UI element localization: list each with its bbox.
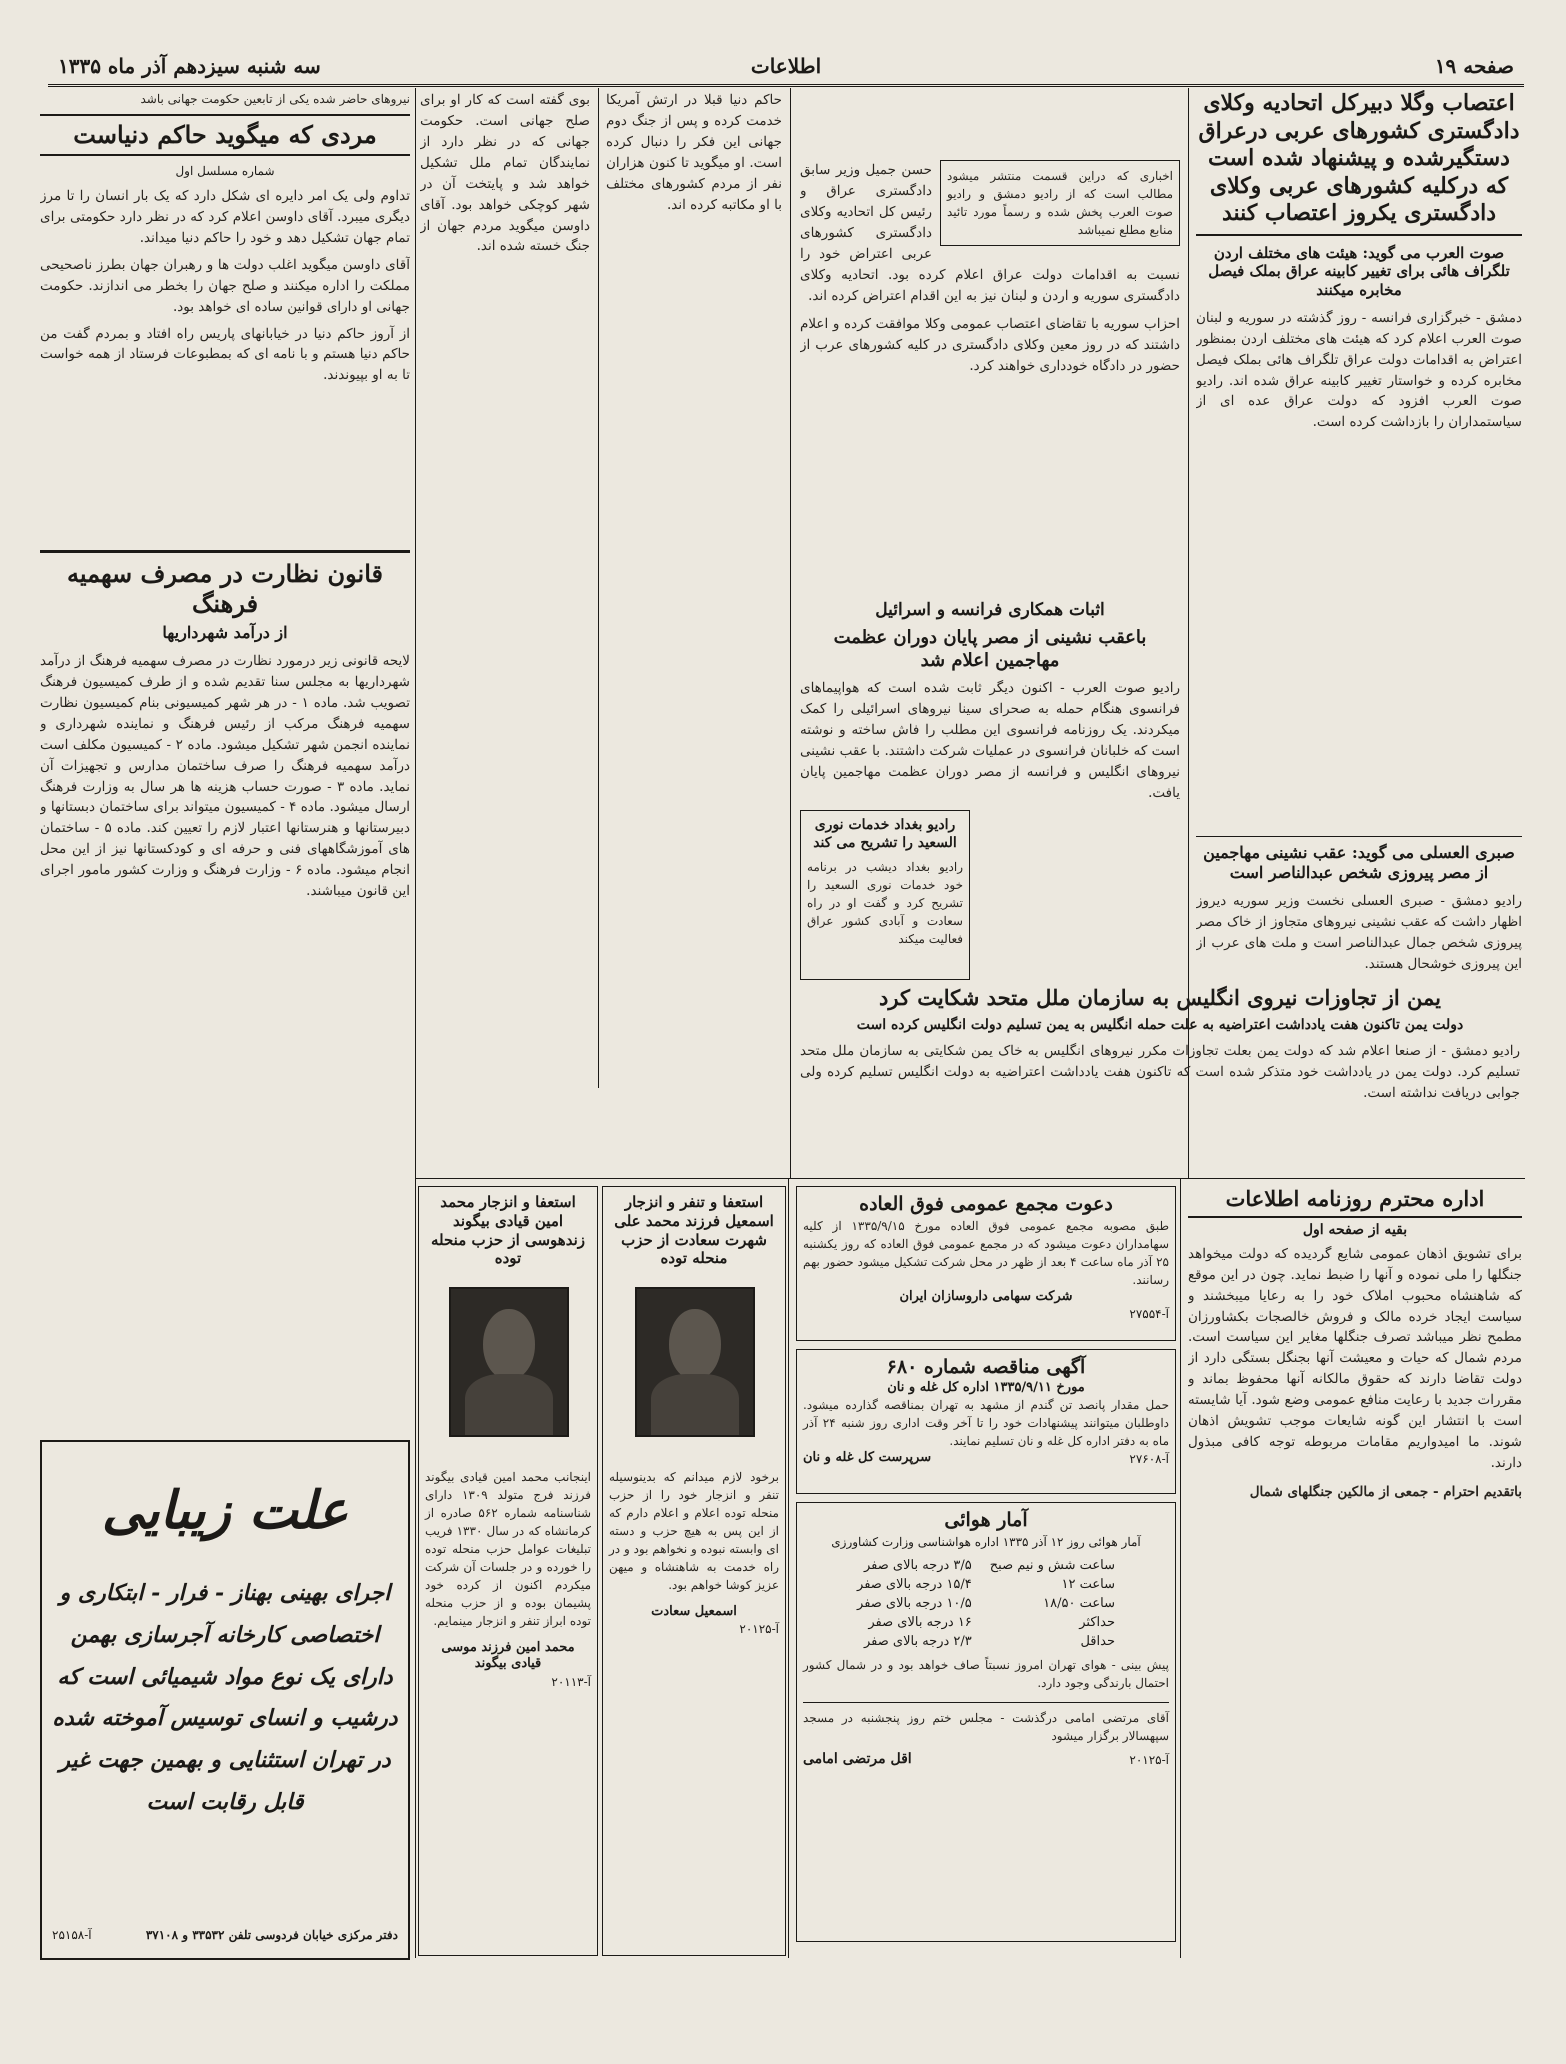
portrait-photo	[449, 1287, 569, 1437]
article-body: تداوم ولی یک امر دایره ای شکل دارد که یک بار انسان را تا مرز دیگری میبرد. آقای داوسن اعلام کرد که در نظر دارد حکومتی برای تمام جهان تشکیل دهد و خود را حاکم دنیا میداند.	[40, 188, 410, 246]
article-body: حسن جمیل وزیر سابق دادگستری عراق و رئیس کل اتحادیه وکلای دادگستری کشورهای عربی اعتراض خود را نسبت به اقدامات دولت عراق اعلام کرده بود. اتحادیه وکلای دادگستری سوریه و اردن و لبنان نیز به این اقدام اعتراض کرده اند.	[800, 162, 1180, 304]
ad-code: آ-۲۰۱۱۳	[551, 1674, 591, 1689]
article-body: آقای داوسن میگوید اغلب دولت ها و رهبران جهان بطرز ناصحیحی مملکت را اداره میکنند و صلح جهان را بخطر می اندازند. حکومت جهانی او دارای قوانین ساده ای خواهد بود.	[40, 256, 410, 315]
ad-body: طبق مصوبه مجمع عمومی فوق العاده مورخ ۱۳۳۵/۹/۱۵ از کلیه سهامداران دعوت میشود که در مجمع عمومی فوق العاده که روز یکشنبه ۲۵ آذر ماه ساعت ۴ بعد از ظهر در محل شرکت تشکیل میشود حضور بهم رسانند.	[803, 1218, 1169, 1287]
letter-subheadline: بقیه از صفحه اول	[1302, 1222, 1408, 1239]
column-divider	[598, 88, 599, 1088]
box-title: رادیو بغداد خدمات نوری السعید را تشریح می کند	[813, 817, 957, 851]
ad-code: آ-۲۷۵۵۴	[1129, 1307, 1169, 1321]
article-subheadline: دولت یمن تاکنون هفت یادداشت اعتراضیه به علت حمله انگلیس به یمن تسلیم دولت انگلیس کرده است	[856, 1017, 1464, 1034]
article-body: دمشق - خبرگزاری فرانسه - روز گذشته در سوریه و لبنان صوت العرب اعلام کرد که هیئت های مختلف اردن بمنظور اعتراض به اقدامات دولت عراق تلگراف هائی بملک فیصل مخابره کرده و خواستار تغییر کابینه عراق شده اند. رادیو صوت العرب افزود که دولت عراق عده ای از سیاستمداران را بازداشت کرده است.	[1196, 309, 1522, 431]
ad-signature: شرکت سهامی داروسازان ایران	[899, 1288, 1073, 1304]
ad-body: اجرای بهینی بهناز - فرار - ابتکاری و اختصاصی کارخانه آجرسازی بهمن دارای یک نوع مواد شیمیائی است که درشیب و انسای توسیس آموخته شده در تهران استثنایی و بهمین جهت غیر قابل رقابت است	[52, 1580, 398, 1815]
article-world-ruler-col1	[420, 90, 590, 1080]
article-world-ruler	[40, 90, 410, 550]
article-body: لایحه قانونی زیر درمورد نظارت در مصرف سهمیه فرهنگ از درآمد شهرداریها به مجلس سنا تقدیم شده و از طرف کمیسیون فرهنگ تصویب شد. ماده ۱ - در هر شهر کمیسیونی بنام کمیسیون نظارت سهمیه فرهنگ مرکب از رئیس فرهنگ و نماینده شهرداری و نماینده انجمن شهر تشکیل میشود. ماده ۲ - کمیسیون مکلف است درآمد سهمیه فرهنگ را صرف ساختمان مدارس و تجهیزات آن نماید. ماده ۳ - صورت حساب هزینه ها هر سال به وزارت فرهنگ ارسال میشود. ماده ۴ - کمیسیون میتواند برای ساختمان دبستانها و دبیرستانها و هنرستانها اعتبار لازم را تعیین کند. ماده ۵ - ساختمان های آموزشگاههای فنی و حرفه ای و کودکستانها نیز از این محل انجام میشود. ماده ۶ - وزارت فرهنگ و وزارت کشور مامور اجرای این قانون میباشند.	[40, 653, 410, 900]
ad-assembly	[796, 1186, 1176, 1341]
article-byline: شماره مسلسل اول	[175, 164, 275, 178]
table-row: ساعت ۱۸/۵۰ ۱۰/۵ درجه بالای صفر	[857, 1595, 1115, 1611]
ad-title: علت زیبایی	[101, 1480, 349, 1541]
masthead-page-number: صفحه ۱۹	[1434, 54, 1514, 78]
ad-beauty	[40, 1440, 410, 1960]
article-subheadline: صبری العسلی می گوید: عقب نشینی مهاجمین از مصر پیروزی شخص عبدالناصر است	[1196, 836, 1522, 883]
ad-code: آ-۲۷۶۰۸	[1129, 1452, 1169, 1466]
section-divider	[415, 1178, 1525, 1179]
table-row: حداقل ۲/۳ درجه بالای صفر	[863, 1633, 1115, 1649]
masthead	[48, 52, 1524, 87]
article-body: حاکم دنیا قبلا در ارتش آمریکا خدمت کرده و پس از جنگ دوم جهانی این فکر را دنبال کرده است. او میگوید تا کنون هزاران نفر از مردم کشورهای مختلف با او مکاتبه کرده اند.	[606, 92, 782, 213]
letter-to-editor	[1188, 1186, 1522, 1956]
article-body: از آروز حاکم دنیا در خیابانهای پاریس راه افتاد و بمردم گفت من حاکم دنیا هستم و با نامه ای که بمطبوعات فرستاد از همه خواست تا به او بپیوندند.	[40, 325, 410, 384]
portrait-photo	[635, 1287, 755, 1437]
ad-title: استعفا و انزجار محمد امین قیادی بیگوند زندهوسی از حزب منحله توده	[430, 1193, 586, 1268]
weather-title: آمار هوائی	[944, 1509, 1028, 1531]
disclaimer-box: اخباری که دراین قسمت منتشر میشود مطالب است که از رادیو دمشق و رادیو صوت العرب پخش شده و رسماً مورد تائید منابع مطلع نمیباشد	[940, 160, 1180, 246]
article-culture-law	[40, 550, 410, 1433]
ad-resignation-left	[418, 1186, 598, 1956]
table-row: ساعت ۱۲ ۱۵/۴ درجه بالای صفر	[857, 1576, 1115, 1592]
table-row: ساعت شش و نیم صبح ۳/۵ درجه بالای صفر	[863, 1557, 1115, 1573]
weather-table	[847, 1555, 1125, 1652]
masthead-date: سه شنبه سیزدهم آذر ماه ۱۳۳۵	[58, 54, 321, 78]
box-body: رادیو بغداد دیشب در برنامه خود خدمات نوری السعید را تشریح کرد و گفت او در راه سعادت و آبادی کشور عراق فعالیت میکند	[807, 860, 963, 946]
ad-signature: سرپرست کل غله و نان	[803, 1450, 932, 1465]
article-headline: باعقب نشینی از مصر پایان دوران عظمت مهاجمین اعلام شد	[833, 627, 1147, 671]
masthead-paper-name: اطلاعات	[750, 54, 822, 78]
article-body: احزاب سوریه با تقاضای اعتصاب عمومی وکلا موافقت کرده و اعلام داشتند که در روز معین وکلای دادگستری در کلیه کشورهای عرب از حضور در دادگاه خودداری خواهند کرد.	[800, 316, 1180, 375]
weather-intro: آمار هوائی روز ۱۲ آذر ۱۳۳۵ اداره هواشناسی وزارت کشاورزی	[831, 1534, 1141, 1549]
radio-baghdad-box	[800, 810, 970, 980]
article-body: رادیو دمشق - از صنعا اعلام شد که دولت یمن بعلت تجاوزات مکرر نیروهای انگلیس به خاک یمن شکایتی به سازمان ملل متحد تسلیم کرد. دولت یمن در یادداشت خود متذکر شده است که تاکنون هفت یادداشت اعتراضیه به دولت انگلیس تسلیم کرده ولی جوابی دریافت نداشته است.	[800, 1042, 1520, 1101]
article-subheadline: اثبات همکاری فرانسه و اسرائیل	[875, 600, 1105, 620]
ad-signature: اقل مرتضی امامی	[803, 1750, 912, 1767]
ad-body: اینجانب محمد امین قیادی بیگوند فرزند فرج متولد ۱۳۰۹ دارای شناسنامه شماره ۵۶۲ صادره از کرمانشاه که در سال ۱۳۳۰ فریب تبلیغات عوامل حزب منحله توده را خورده و در جلسات آن شرکت میکردم اکنون از کرده خود پشیمان بوده و از حزب منحله توده ابراز تنفر و انزجار مینمایم.	[425, 1470, 592, 1628]
obituary-text: آقای مرتضی امامی درگذشت - مجلس ختم روز پنجشنبه در مسجد سپهسالار برگزار میشود	[803, 1702, 1169, 1745]
article-body: بوی گفته است که کار او برای صلح جهانی است. حکومت جهانی که در نظر دارد از نمایندگان تمام ملل تشکیل خواهد شد و پایتخت آن در شهر کوچکی خواهد بود. آقای داوسن میگوید مردم جهان از جنگ خسته شده اند.	[420, 92, 590, 255]
weather-report	[796, 1502, 1176, 1942]
weather-forecast: پیش بینی - هوای تهران امروز نسبتاً صاف خواهد بود و در شمال کشور احتمال بارندگی وجود دارد.	[803, 1657, 1169, 1690]
ad-code: آ-۲۰۱۲۵	[739, 1622, 779, 1637]
ad-code: آ-۲۰۱۲۵	[1129, 1752, 1169, 1767]
ad-title: آگهی مناقصه شماره ۶۸۰	[886, 1356, 1086, 1378]
article-body: رادیو صوت العرب - اکنون دیگر ثابت شده است که هواپیماهای فرانسوی هنگام حمله به صحرای سینا نیروهای اسرائیلی را کمک میکردند. یک روزنامه فرانسوی این مطلب را فاش ساخته و نوشته است که خلبانان فرانسوی در عملیات شرکت داشتند. با عقب نشینی نیروهای انگلیس و فرانسه از مصر دوران عظمت مهاجمین پایان یافت.	[800, 680, 1180, 801]
column-divider	[788, 1178, 789, 1958]
article-headline: اعتصاب وگلا دبیرکل اتحادیه وکلای دادگستری کشورهای عربی درعراق دستگیرشده و پیشنهاد شده است که درکلیه کشورهای عربی وکلای دادگستری یکروز اعتصاب کنند	[1196, 90, 1522, 236]
column-divider	[1180, 1178, 1181, 1958]
ad-title: استعفا و تنفر و انزجار اسمعیل فرزند محمد علی شهرت سعادت از حزب منحله توده	[614, 1193, 774, 1268]
ads-column	[796, 1186, 1176, 1956]
ad-body: برخود لازم میدانم که بدینوسیله تنفر و انزجار خود را از حزب منحله توده اعلام و اعلام دارم که از این پس به هیچ حزب و دسته ای وابسته نبوده و نخواهم بود و در راه خدمت به شاهنشاه و میهن عزیز کوشا خواهم بود.	[609, 1470, 779, 1592]
ad-title: دعوت مجمع عمومی فوق العاده	[859, 1193, 1113, 1215]
article-snippet: نیروهای حاضر شده یکی از تابعین حکومت جهانی باشد	[140, 92, 410, 106]
table-row: حداکثر ۱۶ درجه بالای صفر	[868, 1614, 1115, 1630]
ad-resignation-right	[602, 1186, 786, 1956]
article-yemen	[800, 985, 1520, 1175]
ad-body: حمل مقدار پانصد تن گندم از مشهد به تهران بمناقصه گذارده میشود. داوطلبان میتوانند پیشنهادات خود را تا آخر وقت اداری روز شنبه ۲۴ آذر ماه به دفتر اداره کل غله و نان تسلیم نمایند.	[803, 1398, 1170, 1448]
article-arab-news	[800, 160, 1180, 600]
column-divider	[790, 88, 791, 1178]
ad-signature: محمد امین فرزند موسی قیادی بیگوند	[441, 1640, 575, 1672]
article-headline: مردی که میگوید حاکم دنیاست	[40, 114, 410, 156]
ad-subtitle: مورخ ۱۳۳۵/۹/۱۱ اداره کل غله و نان	[887, 1379, 1085, 1395]
letter-closing: باتقدیم احترام - جمعی از مالکین جنگلهای شمال	[1249, 1483, 1522, 1500]
letter-headline: اداره محترم روزنامه اطلاعات	[1188, 1186, 1522, 1218]
article-subheadline: صوت العرب می گوید: هیئت های مختلف اردن تلگراف هائی برای تغییر کابینه عراق بملک فیصل مخابره میکنند	[1208, 243, 1510, 299]
column-divider	[415, 88, 416, 1958]
article-headline: یمن از تجاوزات نیروی انگلیس به سازمان ملل متحد شکایت کرد	[879, 985, 1441, 1010]
article-world-ruler-col2	[606, 90, 782, 980]
article-subheadline: از درآمد شهرداریها	[162, 623, 288, 642]
letter-body: برای تشویق اذهان عمومی شایع گردیده که دولت میخواهد جنگلها را ملی نموده و آنها را ضبط نماید. چون در این موقع که شاهنشاه محبوب املاک خود را به رعایا میبخشند و سیاست ایجاد خرده مالک و فروش خالصجات بکشاورزان مطمح نظر میباشد تصرف جنگلها مغایر این سیاست است. مردم شمال که حیات و معیشت آنها بجنگل بستگی دارد از دولت تقاضا دارند که حقوق مالکانه آنها محفوظ بماند و مقررات جدید با رعایت منافع عمومی وضع شود. آیا شایسته است با انتشار این گونه شایعات موجب تشویش اذهان شوند. ما امیدواریم مقامات مربوطه توجه کافی مبذول دارند.	[1188, 1245, 1522, 1471]
article-headline: قانون نظارت در مصرف سهمیه فرهنگ	[67, 559, 383, 618]
ad-tender	[796, 1349, 1176, 1494]
ad-footer: دفتر مرکزی خیابان فردوسی تلفن ۳۳۵۳۲ و ۳۷۱۰۸	[145, 1928, 398, 1942]
ad-code: آ-۲۵۱۵۸	[52, 1928, 92, 1942]
article-body: رادیو دمشق - صبری العسلی نخست وزیر سوریه دیروز اظهار داشت که عقب نشینی نیروهای متجاوز از خاک مصر پیروزی شخص جمال عبدالناصر است و ملت های عرب از این پیروزی خوشحال هستند.	[1196, 892, 1522, 972]
ad-signature: اسمعیل سعادت	[651, 1604, 737, 1619]
